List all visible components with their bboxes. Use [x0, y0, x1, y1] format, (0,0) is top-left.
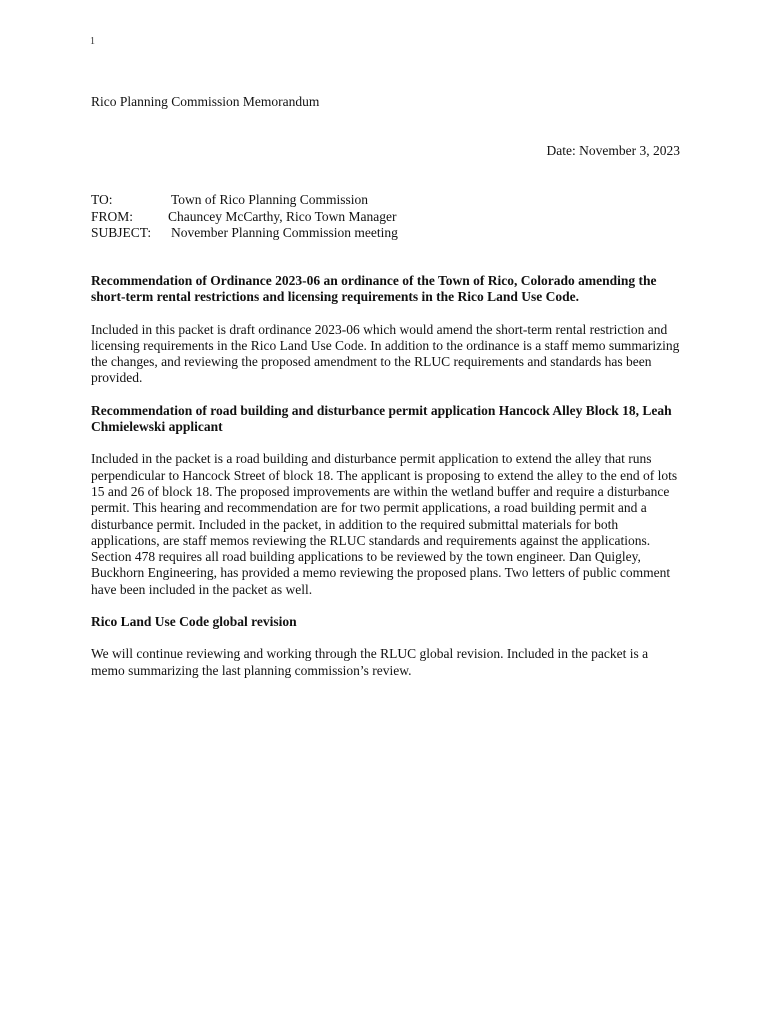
memo-title: Rico Planning Commission Memorandum: [91, 94, 320, 109]
header-subject-row: [91, 225, 398, 242]
header-subject-label: SUBJECT:: [91, 225, 152, 240]
section-rluc-revision: [91, 614, 683, 679]
section-body: We will continue reviewing and working through the RLUC global revision. Included in the packet is a memo summarizing the last planning commission’s review.: [91, 646, 649, 678]
section-heading: Recommendation of road building and disturbance permit application Hancock Alley Block 18, Leah Chmielewski applicant: [91, 402, 672, 435]
section-body: Included in the packet is a road building and disturbance permit application to extend the alley that runs perpendicular to Hancock Street of block 18. The applicant is proposing to extend the alley to the end of lots 15 and 26 of block 18. The proposed improvements are within the wetland buffer and require a disturbance permit. This hearing and recommendation are for two permit applications, a road building permit and a disturbance permit. Included in the packet, in addition to the required submittal materials for both applications, are staff memos reviewing the RLUC standards and requirements against the applications. Section 478 requires all road building applications to be reviewed by the town engineer. Dan Quigley, Buckhorn Engineering, has provided a memo reviewing the proposed plans. Two letters of public comment have been included in the packet as well.: [91, 451, 678, 597]
section-ordinance: [91, 273, 683, 387]
section-road-permit: [91, 403, 683, 598]
header-to-row: [91, 192, 398, 209]
section-heading: Recommendation of Ordinance 2023-06 an ordinance of the Town of Rico, Colorado amending the short-term rental restrictions and licensing requirements in the Rico Land Use Code.: [91, 273, 657, 305]
header-to-value: Town of Rico Planning Commission: [171, 192, 369, 207]
header-to-label: TO:: [91, 192, 113, 207]
memo-header: [91, 192, 398, 242]
header-from-value: Chauncey McCarthy, Rico Town Manager: [168, 208, 397, 224]
page-number: 1: [90, 36, 95, 47]
header-subject-value: November Planning Commission meeting: [171, 225, 398, 240]
memo-content: [91, 273, 683, 695]
section-body: Included in this packet is draft ordinance 2023-06 which would amend the short-term rental restriction and licensing requirements in the Rico Land Use Code. In addition to the ordinance is a staff memo summarizing the changes, and reviewing the proposed amendment to the RLUC requirements and standards has been provided.: [91, 321, 680, 386]
header-from-label: FROM:: [91, 208, 134, 224]
section-heading: Rico Land Use Code global revision: [91, 614, 297, 630]
header-from-row: [91, 209, 398, 226]
memo-date: Date: November 3, 2023: [546, 143, 680, 158]
